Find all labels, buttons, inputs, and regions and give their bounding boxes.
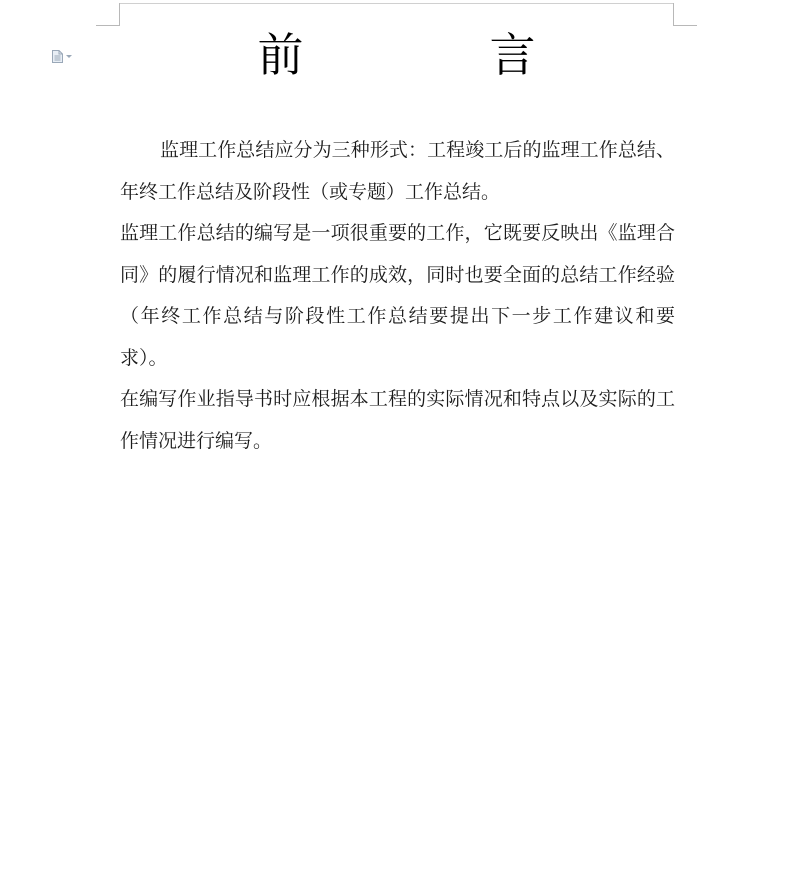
crop-mark-top-right-vertical: [673, 3, 674, 25]
document-menu-button[interactable]: [52, 46, 82, 66]
crop-mark-top-left-horizontal: [96, 25, 120, 26]
paragraph-2: 监理工作总结的编写是一项很重要的工作，它既要反映出《监理合同》的履行情况和监理工作的成效，同时也要全面的总结工作经验（年终工作总结与阶段性工作总结要提出下一步工作建议和要求）。: [120, 222, 675, 369]
paragraph-1: 监理工作总结应分为三种形式：工程竣工后的监理工作总结、年终工作总结及阶段性（或专题）工作总结。: [120, 139, 675, 203]
paragraph-3: 在编写作业指导书时应根据本工程的实际情况和特点以及实际的工作情况进行编写。: [120, 388, 675, 452]
document-title: 前 言: [257, 28, 606, 82]
crop-mark-top-left-vertical: [119, 3, 120, 25]
crop-mark-top-right-horizontal: [673, 25, 697, 26]
document-body: [120, 130, 675, 462]
document-icon: [52, 50, 63, 63]
page-top-border: [119, 3, 674, 4]
caret-down-icon: [66, 55, 72, 58]
